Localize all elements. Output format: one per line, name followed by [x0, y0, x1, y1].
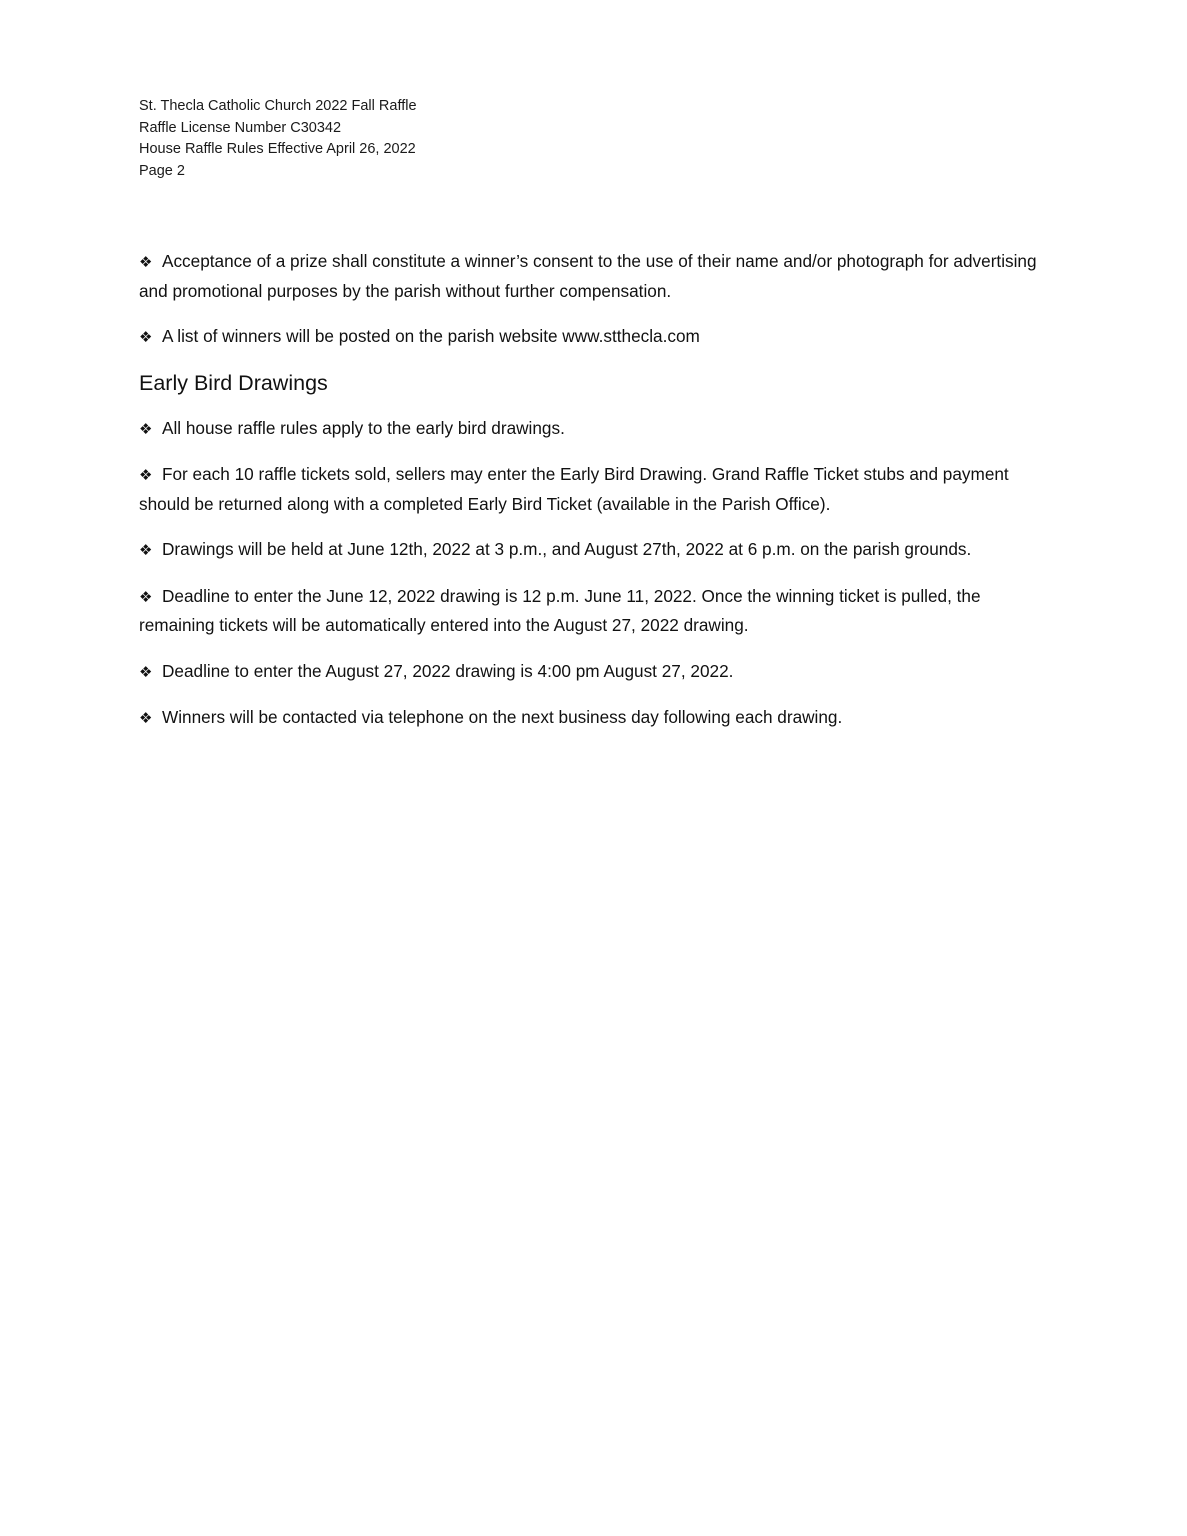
- diamond-bullet-icon: ❖: [139, 662, 153, 681]
- document-body: [139, 247, 1049, 733]
- bullet-item-rules-apply: [139, 414, 1049, 444]
- bullet-text: Deadline to enter the August 27, 2022 drawing is 4:00 pm August 27, 2022.: [162, 660, 734, 681]
- bullet-text: Deadline to enter the June 12, 2022 drawing is 12 p.m. June 11, 2022. Once the winning ticket is pulled, the remaining tickets will be automatically entered into the August 27, 2022 drawing.: [139, 585, 981, 635]
- diamond-bullet-icon: ❖: [139, 466, 153, 484]
- header-license-line: Raffle License Number C30342: [139, 119, 342, 136]
- diamond-bullet-icon: ❖: [139, 419, 153, 438]
- bullet-item-winners-list: [139, 322, 1049, 352]
- diamond-bullet-icon: ❖: [139, 541, 153, 559]
- bullet-item-deadline-august: [139, 657, 1049, 687]
- bullet-item-ticket-entry: [139, 460, 1049, 518]
- bullet-item-drawing-dates: [139, 535, 1049, 565]
- diamond-bullet-icon: ❖: [139, 587, 153, 606]
- diamond-bullet-icon: ❖: [139, 253, 153, 271]
- header-page-number: Page 2: [139, 162, 185, 179]
- bullet-text: All house raffle rules apply to the early bird drawings.: [162, 417, 565, 438]
- page-header: [139, 96, 659, 182]
- bullet-item-consent: [139, 247, 1049, 305]
- header-title-line: St. Thecla Catholic Church 2022 Fall Raffle: [139, 98, 417, 114]
- bullet-text: For each 10 raffle tickets sold, sellers may enter the Early Bird Drawing. Grand Raffle Ticket stubs and payment should be returned along with a completed Early Bird Ticket (available in the Parish Office).: [139, 464, 1009, 514]
- bullet-item-deadline-june: [139, 582, 1049, 640]
- section-heading-early-bird: Early Bird Drawings: [139, 370, 328, 395]
- diamond-bullet-icon: ❖: [139, 328, 153, 346]
- bullet-text: Drawings will be held at June 12th, 2022 at 3 p.m., and August 27th, 2022 at 6 p.m. on the parish grounds.: [162, 539, 972, 559]
- header-rules-line: House Raffle Rules Effective April 26, 2022: [139, 141, 416, 157]
- diamond-bullet-icon: ❖: [139, 709, 153, 727]
- bullet-text: Winners will be contacted via telephone on the next business day following each drawing.: [162, 707, 843, 727]
- bullet-text: Acceptance of a prize shall constitute a winner’s consent to the use of their name and/or photograph for advertising and promotional purposes by the parish without further compensation.: [139, 251, 1037, 301]
- bullet-item-winner-contact: [139, 703, 1049, 733]
- bullet-text: A list of winners will be posted on the parish website www.stthecla.com: [162, 326, 700, 346]
